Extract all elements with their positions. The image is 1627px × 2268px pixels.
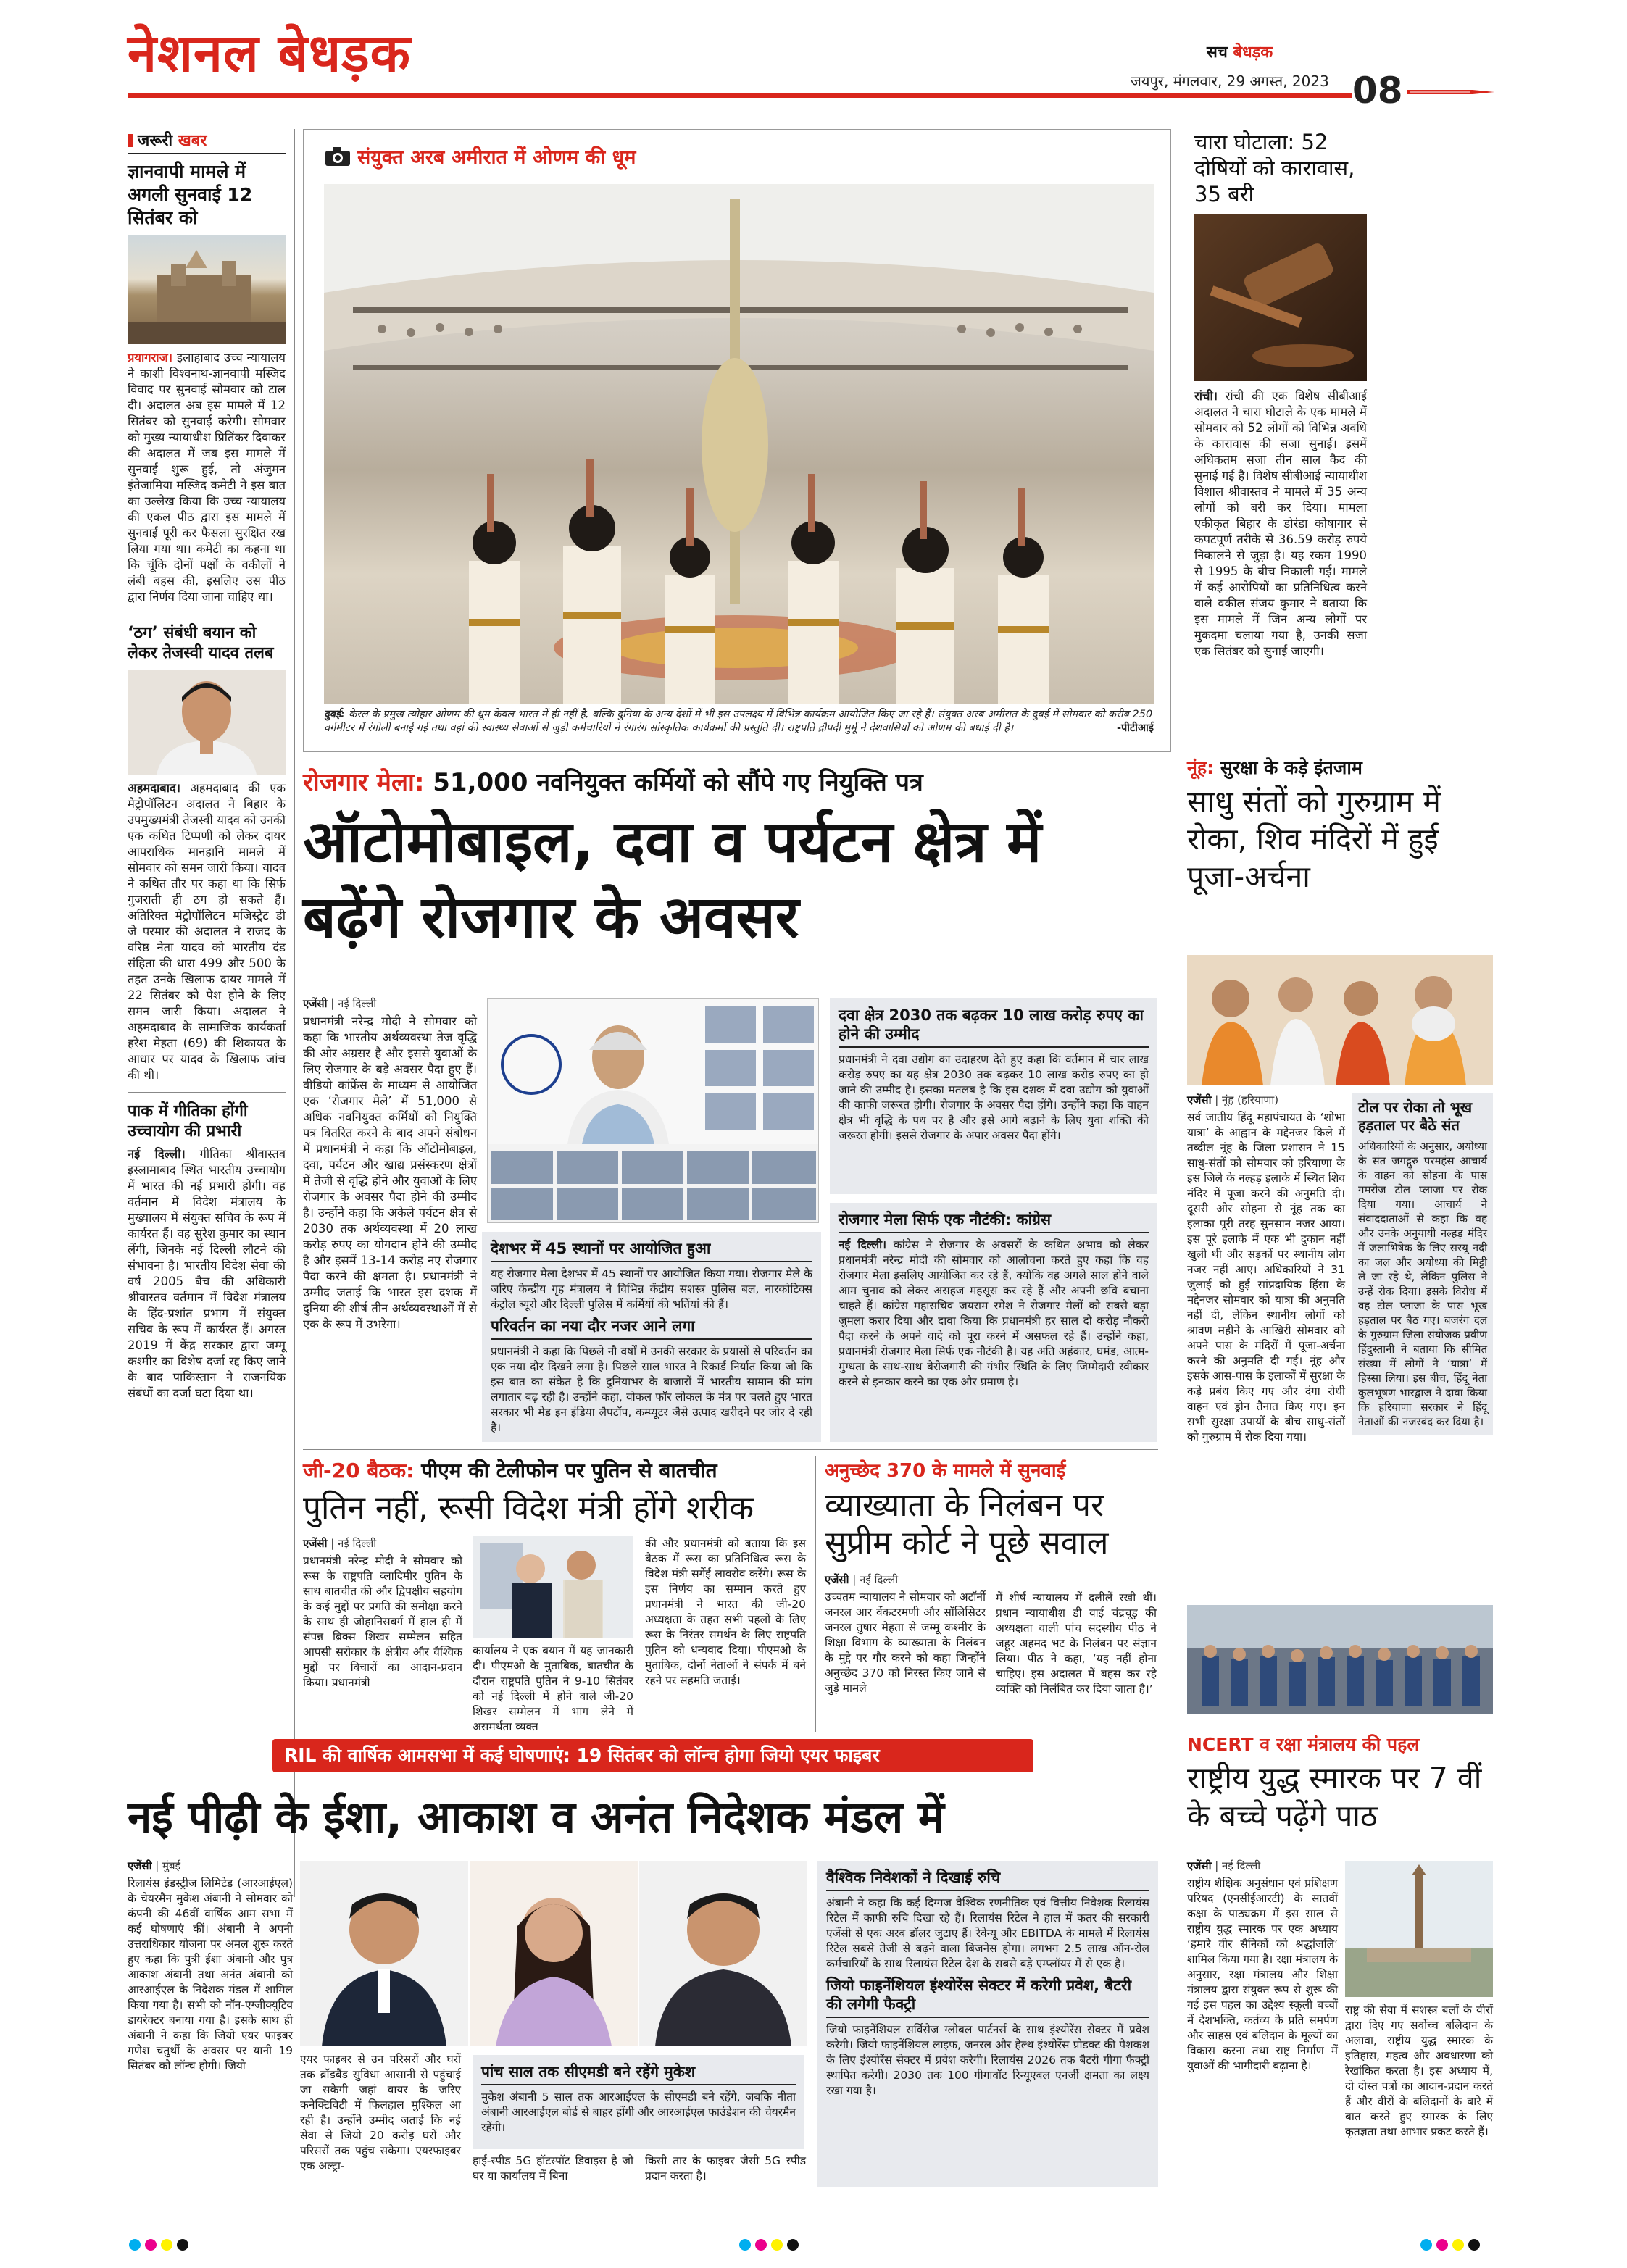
locations-box: [482, 1232, 821, 1442]
pharma-headline: दवा क्षेत्र 2030 तक बढ़कर 10 लाख करोड़ रुपए का होने की उम्मीद: [839, 1006, 1149, 1048]
rozgar-body: प्रधानमंत्री नरेन्द्र मोदी ने सोमवार को कहा कि भारतीय अर्थव्यवस्था तेज वृद्धि की ओर अग्रसर है और इससे युवाओं के लिए रोजगार के बड़े अवसर पैदा हुए हैं। वीडियो कांफ्रेंस के माध्यम से आयोजित एक ‘रोजगार मेले’ में 51,000 से अधिक नवनियुक्त कर्मियों को नियुक्ति पत्र वितरित करने के बाद अपने संबोधन में प्रधानमंत्री ने कहा कि ऑटोमोबाइल, दवा, पर्यटन और खाद्य प्रसंस्करण क्षेत्रों में तेजी से वृद्धि होने और युवाओं के लिए रोजगार के अवसर पैदा होने की उम्मीद है। उन्होंने कहा कि अकेले पर्यटन क्षेत्र से 2030 तक अर्थव्यवस्था में 20 लाख करोड़ रुपए का योगदान होने की उम्मीद है और इसमें 13-14 करोड़ नए रोजगार पैदा करने की क्षमता है। प्रधानमंत्री ने उम्मीद जताई कि भारत इस दशक में दुनिया की शीर्ष तीन अर्थव्यवस्थाओं में से एक के रूप में उभरेगा।: [303, 1014, 477, 1331]
putin-kicker-b: पीएम की टेलीफोन पर पुतिन से बातचीत: [421, 1459, 717, 1483]
change-headline: परिवर्तन का नया दौर नजर आने लगा: [491, 1317, 812, 1340]
registration-dots-left: [129, 2239, 193, 2254]
ril-body4: किसी तार के फाइबर जैसी 5G स्पीड प्रदान करता है।: [645, 2154, 806, 2182]
art370-body1: उच्चतम न्यायालय ने सोमवार को अटॉर्नी जनरल आर वेंकटरमणी और सॉलिसिटर जनरल तुषार मेहता से जम्मू कश्मीर के शिक्षा विभाग के व्याख्याता के निलंबन के मुद्दे पर गौर करने को कहा जिन्होंने अनुच्छेद 370 को निरस्त किए जाने से जुड़े मामले: [825, 1590, 986, 1695]
masthead: [0, 0, 1627, 112]
registration-dots-center: [739, 2239, 803, 2254]
camera-icon: [324, 146, 351, 172]
pharma-box: [830, 998, 1157, 1194]
rozgar-col1: [303, 996, 477, 1333]
onam-credit: -पीटीआई: [1116, 722, 1154, 734]
onam-caption-text: केरल के प्रमुख त्योहार ओणम की धूम केवल भारत में ही नहीं है, बल्कि दुनिया के अन्य देशों में भी इस उपलक्ष्य में विभिन्न कार्यक्रम आयोजित किए जा रहे हैं। संयुक्त अरब अमीरात के दुबई में सोमवार को करीब 250 वर्गमीटर में रंगोली बनाई गई तथा वहां की स्वास्थ्य सेवाओं से जुड़ी कर्मचारियों ने रंगारंग सांस्कृतिक कार्यक्रमों की प्रस्तुति दी। राष्ट्रपति द्रौपदी मुर्मू ने देशवासियों को ओणम की बधाई दी है।: [324, 709, 1153, 734]
putin-headline: पुतिन नहीं, रूसी विदेश मंत्री होंगे शरीक: [303, 1490, 754, 1527]
ril-col4: [645, 2154, 806, 2184]
ril-kicker-bar: [272, 1739, 1033, 1772]
gyanvapi-body: [128, 350, 286, 605]
byline-place: | मुंबई: [151, 1859, 180, 1872]
nuh-kicker-a: नूंह:: [1187, 757, 1220, 778]
ncert-col2: [1345, 2003, 1493, 2140]
congress-box: [830, 1203, 1157, 1442]
onam-caption-place: दुबई:: [324, 709, 349, 720]
ril-kicker: RIL की वार्षिक आमसभा में कई घोषणाएं: 19 सितंबर को लॉन्च होगा जियो एयर फाइबर: [284, 1745, 880, 1766]
onam-photo: [324, 184, 1154, 704]
art370-col2: [996, 1590, 1157, 1697]
art370-story: [825, 1456, 1158, 1562]
byline-place: | नई दिल्ली: [327, 997, 377, 1010]
police-photo: [1187, 1605, 1493, 1714]
masthead-tagline: [1207, 41, 1273, 62]
gyanvapi-photo: [128, 235, 286, 344]
tejashwi-headline: ‘ठग’ संबंधी बयान को लेकर तेजस्वी यादव तलब: [128, 624, 274, 662]
ncert-kicker: NCERT व रक्षा मंत्रालय की पहल: [1187, 1734, 1420, 1755]
nuh-kicker: [1187, 755, 1491, 780]
putin-body2: कार्यालय ने एक बयान में यह जानकारी दी। पीएमओ के मुताबिक, बातचीत के दौरान राष्ट्रपति पुतिन ने 9-10 सितंबर को नई दिल्ली में होने वाले जी-20 शिखर सम्मेलन में भाग लेने में असमर्थता व्यक्त: [473, 1644, 633, 1733]
change-body: प्रधानमंत्री ने कहा कि पिछले नौ वर्षों में उनकी सरकार के प्रयासों से परिवर्तन का एक नया दौर दिखने लगा है। पिछले साल भारत ने रिकार्ड निर्यात किया जो कि इस बात का संकेत है कि दुनियाभर के बाजारों में भारतीय सामान की मांग लगातार बढ़ रही है। उन्होंने कहा, वोकल फॉर लोकल के मंत्र पर चलते हुए भारत सरकार भी मेड इन इंडिया लैपटॉप, कम्प्यूटर जैसे उत्पाद खरीदने पर जोर दे रही है।: [491, 1345, 812, 1434]
tejashwi-photo: [128, 670, 286, 775]
column-rule: [815, 1456, 816, 1732]
ncert-col1: [1187, 1859, 1338, 2074]
rozgar-kicker-a: रोजगार मेला:: [303, 768, 433, 797]
putin-body1: प्रधानमंत्री नरेन्द्र मोदी ने सोमवार को रूस के राष्ट्रपति व्लादिमीर पुतिन के साथ बातचीत की और द्विपक्षीय सहयोग के कई मुद्दों पर प्रगति की समीक्षा करने के साथ ही जोहानिसबर्ग में हाल ही में संपन्न ब्रिक्स शिखर सम्मेलन सहित आपसी सरोकार के क्षेत्रीय और वैश्विक मुद्दों पर विचारों का आदान-प्रदान किया। प्रधानमंत्री: [303, 1554, 462, 1689]
putin-col2: [473, 1643, 633, 1735]
ambani-photos: [300, 1861, 807, 2046]
ril-col2: [300, 2052, 461, 2174]
left-kicker: [128, 129, 286, 154]
fodder-text: रांची की एक विशेष सीबीआई अदालत ने चारा घोटाले के एक मामले में सोमवार को 52 लोगों को विभिन्न अवधि के कारावास की सजा सुनाई। इसमें अधिकतम सजा तीन साल कैद की सुनाई गई है। विशेष सीबीआई न्यायाधीश विशाल श्रीवास्तव ने मामले में 35 अन्य लोगों को बरी कर दिया। मामला एकीकृत बिहार के डोरंडा कोषागार से कपटपूर्ण तरीके से 36.59 करोड़ रुपये निकालने से जुड़ा है। यह रकम 1990 से 1995 के बीच निकाली गई। मामले में कई आरोपियों का प्रतिनिधित्व करने वाले वकील संजय कुमार ने बताया कि इस मामले में जिन अन्य लोगों पर मुकदमा चलाया गया है, उनकी सजा एक सितंबर को सुनाई जाएगी।: [1194, 389, 1367, 658]
ril-body3: हाई-स्पीड 5G हॉटस्पॉट डिवाइस है जो घर या कार्यालय में बिना: [473, 2154, 633, 2182]
byline-agency: एजेंसी: [1187, 1859, 1212, 1872]
cmd-box: [473, 2055, 804, 2149]
gitika-headline: पाक में गीतिका होंगी उच्चायोग की प्रभारी: [128, 1102, 248, 1141]
fodder-story: [1194, 129, 1367, 659]
tagline-a: सच: [1207, 43, 1233, 62]
ncert-story: [1187, 1732, 1493, 1835]
cmd-body: मुकेश अंबानी 5 साल तक आरआईएल के सीएमडी बने रहेंगे, जबकि नीता अंबानी आरआईएल बोर्ड से बाहर होंगी और आरआईएल फाउंडेशन की चेयरमैन रहेंगी।: [481, 2090, 796, 2134]
tagline-b: बेधड़क: [1233, 43, 1273, 62]
toll-body: अधिकारियों के अनुसार, अयोध्या के संत जगद्गुरु परमहंस आचार्य के वाहन को सोहना के पास गमरोज टोल प्लाजा पर रोक दिया गया। आचार्य ने संवाददाताओं से कहा कि वह और उनके अनुयायी नल्हड़ मंदिर में जलाभिषेक के लिए सरयू नदी का जल और अयोध्या की मिट्टी ले जा रहे थे, लेकिन पुलिस ने उन्हें रोक दिया। इसके विरोध में वह टोल प्लाजा के पास भूख हड़ताल पर बैठ गए। बजरंग दल के गुरुग्राम जिला संयोजक प्रवीण हिंदुस्तानी ने बताया कि सीमित संख्या में लोगों ने ‘यात्रा’ में हिस्सा लिया। इस बीच, हिंदू नेता कुलभूषण भारद्वाज ने दावा किया कि हरियाणा सरकार ने हिंदू नेताओं की नजरबंद कर दिया है।: [1358, 1140, 1487, 1428]
putin-body3: की और प्रधानमंत्री को बताया कि इस बैठक में रूस का प्रतिनिधित्व रूस के विदेश मंत्री सर्गेई लावरोव करेंगे। रूस के इस निर्णय का सम्मान करते हुए प्रधानमंत्री ने भारत की जी-20 अध्यक्षता के तहत सभी पहलों के लिए रूस के निरंतर समर्थन के लिए राष्ट्रपति पुतिन को धन्यवाद दिया। पीएमओ के मुताबिक, दोनों नेताओं ने संपर्क में बने रहने पर सहमति जताई।: [645, 1537, 806, 1687]
war-memorial-photo: [1345, 1861, 1493, 1997]
byline-agency: एजेंसी: [303, 1537, 328, 1550]
art370-headline: व्याख्याता के निलंबन पर सुप्रीम कोर्ट ने पूछे सवाल: [825, 1487, 1109, 1562]
nuh-body: सर्व जातीय हिंदू महापंचायत के ‘शोभा यात्रा’ के आह्वान के मद्देनजर किले में तब्दील नूंह के जिला प्रशासन ने 15 साधु-संतों को सोमवार को हरियाणा के इस जिले के नल्हड़ इलाके में स्थित शिव मंदिर में पूजा करने की अनुमति दी। दूसरी ओर सोहना से नूंह तक का इलाका पूरी तरह सुनसान नजर आया। इस पूरे इलाके में एक भी दुकान नहीं खुली थी और सड़कों पर स्थानीय लोग नजर नहीं आए। अधिकारियों ने 31 जुलाई को हुई सांप्रदायिक हिंसा के मद्देनजर सोमवार को यात्रा की अनुमति नहीं दी, लेकिन स्थानीय लोगों को श्रावण महीने के आखिरी सोमवार को अपने पास के मंदिरों में पूजा-अर्चना करने की अनुमति दी गई। नूंह और इसके आस-पास के इलाकों में सुरक्षा के कड़े प्रबंध किए गए और दंगा रोधी वाहन एवं ड्रोन तैनात किए गए। इन सभी सुरक्षा उपायों के बीच साधु-संतों को गुरुग्राम में रोक दिया गया।: [1187, 1111, 1345, 1443]
putin-byline: [303, 1536, 462, 1551]
divider: [128, 1092, 286, 1093]
byline-agency: एजेंसी: [1187, 1093, 1212, 1106]
gyanvapi-text: इलाहाबाद उच्च न्यायालय ने काशी विश्वनाथ-ज्ञानवापी मस्जिद विवाद पर सुनवाई सोमवार को टाल दी। अदालत अब इस मामले में 12 सितंबर को सुनवाई करेगी। सोमवार को मुख्य न्यायाधीश प्रितिंकर दिवाकर की अदालत में जब इस मामले में सुनवाई शुरू हुई, तो अंजुमन इंतेजामिया मस्जिद कमेटी ने इस बात का उल्लेख किया कि उच्च न्यायालय की एकल पीठ द्वारा इस मामले में सुनवाई पूरी कर फैसला सुरक्षित रख लिया गया था। कमेटी का कहना था कि चूंकि दोनों पक्षों के वकीलों ने लंबी बहस की, इसलिए उस पीठ द्वारा निर्णय दिया जाना चाहिए था।: [128, 351, 286, 604]
ncert-body2: राष्ट्र की सेवा में सशस्त्र बलों के वीरों द्वारा दिए गए सर्वोच्च बलिदान के अलावा, राष्ट्रीय युद्ध स्मारक के इतिहास, महत्व और अवधारणा को रेखांकित करता है। इस अध्याय में, दो दोस्त पत्रों का आदान-प्रदान करते हैं और वीरों के बलिदानों के बारे में बात करते हुए स्मारक के लिए कृतज्ञता तथा आभार प्रकट करते हैं।: [1345, 2004, 1493, 2138]
nuh-story: [1187, 755, 1491, 896]
kicker-bar: [128, 134, 133, 147]
fodder-body: [1194, 388, 1367, 659]
fodder-headline: चारा घोटाला: 52 दोषियों को कारावास, 35 बरी: [1194, 130, 1355, 207]
cmd-headline: पांच साल तक सीएमडी बने रहेंगे मुकेश: [481, 2062, 796, 2085]
congress-body: [839, 1238, 1149, 1390]
locations-body: यह रोजगार मेला देशभर में 45 स्थानों पर आयोजित किया गया। रोजगार मेले के जरिए केन्द्रीय गृह मंत्रालय ने विभिन्न केंद्रीय सशस्त्र पुलिस बल, नारकोटिक्स कंट्रोल ब्यूरो और दिल्ली पुलिस में कर्मियों की भर्तियां की हैं।: [491, 1267, 812, 1311]
toll-box: [1352, 1093, 1493, 1435]
putin-kicker: [303, 1456, 810, 1484]
nuh-byline: [1187, 1093, 1345, 1107]
nuh-col1: [1187, 1093, 1345, 1445]
byline-place: | नई दिल्ली: [1211, 1859, 1261, 1872]
art370-byline: [825, 1572, 986, 1587]
art370-body2: में शीर्ष न्यायालय में दलीलें रखी थीं। प्रधान न्यायाधीश डी वाई चंद्रचूड़ की अध्यक्षता वाली पांच सदस्यीय पीठ ने जहूर अहमद भट के निलंबन पर संज्ञान लिया। पीठ ने कहा, ‘यह नहीं होना चाहिए। इस अदालत में बहस कर रहे व्यक्ति को निलंबित कर दिया जाता है।’: [996, 1591, 1157, 1696]
rozgar-byline: [303, 996, 477, 1011]
putin-story: [303, 1456, 810, 1529]
art370-kicker: अनुच्छेद 370 के मामले में सुनवाई: [825, 1460, 1066, 1482]
investors-headline: वैश्विक निवेशकों ने दिखाई रुचि: [826, 1868, 1149, 1891]
registration-dots-right: [1420, 2239, 1484, 2254]
byline-agency: एजेंसी: [825, 1573, 849, 1586]
gyanvapi-headline: ज्ञानवापी मामले में अगली सुनवाई 12 सितंबर को: [128, 161, 253, 228]
page-number: 08: [1352, 70, 1403, 112]
onam-box: [303, 129, 1171, 752]
masthead-title: नेशनल बेधड़क: [128, 22, 411, 83]
gavel-photo: [1194, 214, 1367, 381]
masthead-rule: [128, 93, 1352, 98]
ril-col3: [473, 2154, 633, 2184]
congress-text: कांग्रेस ने रोजगार के अवसरों के कथित अभाव को लेकर प्रधानमंत्री नरेन्द्र मोदी की सोमवार को आलोचना करते हुए कहा कि वह रोजगार मेला इसलिए आयोजित कर रहे हैं, क्योंकि वह अगले साल होने वाले आम चुनाव को लेकर असहज महसूस कर रहे हैं और अपनी छवि बचाना चाहते हैं। कांग्रेस महासचिव जयराम रमेश ने रोजगार मेलों को सबसे बड़ा जुमला करार दिया और दावा किया कि प्रधानमंत्री हर साल दो करोड़ नौकरी पैदा करने के अपने वादे को पूरा करने में असफल रहे हैं। उन्होंने कहा, प्रधानमंत्री रोजगार मेला सिर्फ एक नौटंकी है। यह अति अहंकार, घमंड, आत्म-मुग्धता के साथ-साथ बेरोजगारी की गंभीर स्थिति के लिए जिम्मेदारी स्वीकार करने से इनकार करने का एक और प्रमाण है।: [839, 1238, 1149, 1388]
gyanvapi-place: प्रयागराज।: [128, 351, 173, 364]
ril-col1: [128, 1859, 293, 2074]
column-rule: [294, 129, 295, 1897]
gitika-place: नई दिल्ली।: [128, 1147, 186, 1161]
nuh-headline: साधु संतों को गुरुग्राम में रोका, शिव मंदिरों में हुई पूजा-अर्चना: [1187, 784, 1441, 894]
kicker-a: जरूरी: [138, 132, 178, 150]
modi-photo: [487, 998, 819, 1223]
putin-col1: [303, 1536, 462, 1690]
byline-place: | नई दिल्ली: [849, 1573, 899, 1586]
tejashwi-place: अहमदाबाद।: [128, 781, 180, 795]
congress-headline: रोजगार मेला सिर्फ एक नौटंकी: कांग्रेस: [839, 1210, 1149, 1233]
rozgar-kicker-b: 51,000 नवनियुक्त कर्मियों को सौंपे गए नियुक्ति पत्र: [433, 768, 923, 797]
insurance-body: जियो फाइनेंशियल सर्विसेज ग्लोबल पार्टनर्स के साथ इंश्योरेंस सेक्टर में प्रवेश करेगी। जियो फाइनेंशियल लाइफ, जनरल और हेल्थ इंश्योरेंस प्रोडक्ट की पेशकश के लिए इंश्योरेंस सेक्टर में प्रवेश करेगी। रिलायंस 2026 तक बैटरी गीगा फैक्ट्री स्थापित करेगी। 2030 तक 100 गीगावॉट रिन्यूएबल एनर्जी क्षमता का लक्ष्य रखा गया है।: [826, 2023, 1149, 2097]
tejashwi-text: अहमदाबाद की एक मेट्रोपॉलिटन अदालत ने बिहार के उपमुख्यमंत्री तेजस्वी यादव को उनकी एक कथित टिप्पणी को लेकर दायर आपराधिक मानहानि मामले में सोमवार को समन जारी किया। यादव ने कथित तौर पर कहा था कि सिर्फ गुजराती ही ठग हो सकते हैं। अतिरिक्त मेट्रोपॉलिटन मजिस्ट्रेट डी जे परमार की अदालत ने राजद के वरिष्ठ नेता यादव को भारतीय दंड संहिता की धारा 499 और 500 के तहत उनके खिलाफ दायर मामले में 22 सितंबर को पेश होने के लिए समन जारी किया। अदालत ने अहमदाबाद के सामाजिक कार्यकर्ता हरेश मेहता (69) की शिकायत के आधार पर यादव के खिलाफ जांच की थी।: [128, 781, 286, 1082]
rozgar-kicker: [303, 764, 1158, 798]
byline-agency: एजेंसी: [303, 997, 328, 1010]
pharma-body: प्रधानमंत्री ने दवा उद्योग का उदाहरण देते हुए कहा कि वर्तमान में चार लाख करोड़ रुपए का यह क्षेत्र 2030 तक बढ़कर 10 लाख करोड़ रुपए का हो जाने की उम्मीद है। इसका मतलब है कि इस दशक में दवा उद्योग को युवाओं की काफी जरूरत होगी। रोजगार के अवसर पैदा होंगे। उन्होंने कहा कि वाहन क्षेत्र भी वृद्धि के पथ पर है और इसे आगे बढ़ाने के लिए युवा शक्ति की जरूरत होगी। इससे रोजगार के अपार अवसर पैदा होंगे।: [839, 1053, 1149, 1142]
sadhu-photo: [1187, 955, 1493, 1085]
congress-place: नई दिल्ली।: [839, 1238, 887, 1251]
section-rule: [303, 1449, 1158, 1450]
left-column: [128, 129, 286, 1401]
ncert-body: राष्ट्रीय शैक्षिक अनुसंधान एवं प्रशिक्षण परिषद (एनसीईआरटी) के सातवीं कक्षा के पाठ्यक्रम में इस साल से राष्ट्रीय युद्ध स्मारक पर एक अध्याय ‘हमारे वीर सैनिकों को श्रद्धांजलि’ शामिल किया गया है। रक्षा मंत्रालय के अनुसार, रक्षा मंत्रालय और शिक्षा मंत्रालय द्वारा संयुक्त रूप से शुरू की गई इस पहल का उद्देश्य स्कूली बच्चों में देशभक्ति, कर्तव्य के प्रति समर्पण और साहस एवं बलिदान के मूल्यों का विकास करना तथा राष्ट्र निर्माण में युवाओं की भागीदारी बढ़ाना है।: [1187, 1877, 1338, 2072]
pen-nib-icon: [1407, 84, 1494, 100]
investors-body: अंबानी ने कहा कि कई दिग्गज वैश्विक रणनीतिक एवं वित्तीय निवेशक रिलायंस रिटेल में काफी रुचि दिखा रहे हैं। रिलायंस रिटेल ने हाल में कतर की सरकारी एजेंसी से एक अरब डॉलर जुटाए हैं। रेवेन्यू और EBITDA के मामले में रिलायंस रिटेल सबसे तेजी से बढ़ने वाला बिजनेस होगा। लगभग 2.5 लाख ऑन-रोल कर्मचारियों के साथ रिलायंस रिटेल देश के सबसे बड़े एम्प्लॉयर में से एक है।: [826, 1896, 1149, 1970]
art370-col1: [825, 1572, 986, 1696]
ril-body1: रिलायंस इंडस्ट्रीज लिमिटेड (आरआईएल) के चेयरमैन मुकेश अंबानी ने सोमवार को कंपनी की 46वीं वार्षिक आम सभा में कई घोषणाएं कीं। अंबानी ने अपनी उत्तराधिकार योजना पर अमल शुरू करते हुए कहा कि पुत्री ईशा अंबानी और पुत्र आकाश अंबानी तथा अनंत अंबानी को आरआईएल के निदेशक मंडल में शामिल किया गया है। सभी को नॉन-एग्जीक्यूटिव डायरेक्टर बनाया गया है। इसके साथ ही अंबानी ने कहा कि जियो एयर फाइबर गणेश चतुर्थी के अवसर पर यानी 19 सितंबर को लॉन्च होगी। जियो: [128, 1877, 293, 2072]
ncert-headline: राष्ट्रीय युद्ध स्मारक पर 7 वीं के बच्चे पढ़ेंगे पाठ: [1187, 1761, 1482, 1833]
byline-place: | नूंह (हरियाणा): [1211, 1093, 1279, 1106]
masthead-date: जयपुर, मंगलवार, 29 अगस्त, 2023: [1131, 72, 1329, 90]
nuh-kicker-b: सुरक्षा के कड़े इंतजाम: [1220, 757, 1362, 778]
ril-headline: नई पीढ़ी के ईशा, आकाश व अनंत निदेशक मंडल में: [128, 1792, 944, 1843]
putin-kicker-a: जी-20 बैठक:: [303, 1459, 422, 1483]
locations-headline: देशभर में 45 स्थानों पर आयोजित हुआ: [491, 1239, 812, 1262]
investors-box: [817, 1861, 1158, 2187]
onam-label: [324, 143, 636, 172]
kicker-b: खबर: [178, 132, 207, 150]
ril-body2: एयर फाइबर से उन परिसरों और घरों तक ब्रॉडबैंड सुविधा आसानी से पहुंचाई जा सकेगी जहां वायर के जरिए कनेक्टिविटी में फिलहाल मुश्किल आ रही है। उन्होंने उम्मीद जताई कि नई सेवा से जियो 20 करोड़ घरों और परिसरों तक पहुंच सकेगा। एयरफाइबर एक अल्ट्रा-: [300, 2053, 461, 2172]
insurance-headline: जियो फाइनेंशियल इंश्योरेंस सेक्टर में करेगी प्रवेश, बैटरी की लगेगी फैक्ट्री: [826, 1976, 1149, 2018]
putin-photo: [473, 1536, 633, 1638]
ncert-byline: [1187, 1859, 1338, 1873]
onam-caption: [324, 708, 1154, 735]
putin-col3: [645, 1536, 806, 1688]
toll-headline: टोल पर रोका तो भूख हड़ताल पर बैठे संत: [1358, 1098, 1473, 1134]
tejashwi-body: [128, 780, 286, 1083]
ril-byline: [128, 1859, 293, 1873]
fodder-place: रांची।: [1194, 389, 1218, 403]
gitika-body: [128, 1146, 286, 1401]
rozgar-headline: ऑटोमोबाइल, दवा व पर्यटन क्षेत्र में बढ़ेंगे रोजगार के अवसर: [303, 808, 1042, 951]
onam-label-text: संयुक्त अरब अमीरात में ओणम की धूम: [357, 146, 636, 169]
gitika-text: गीतिका श्रीवास्तव इस्लामाबाद स्थित भारतीय उच्चायोग में भारत की नई प्रभारी होंगी। वह वर्तमान में विदेश मंत्रालय के मुख्यालय में संयुक्त सचिव के रूप में कार्यरत हैं। वह सुरेश कुमार का स्थान लेंगी, जिनके नई दिल्ली लौटने की संभावना है। भारतीय विदेश सेवा की वर्ष 2005 बैच की अधिकारी श्रीवास्तव वर्तमान में विदेश मंत्रालय के हिंद-प्रशांत प्रभाग में संयुक्त सचिव के रूप में कार्यरत हैं। अगस्त 2019 में केंद्र सरकार द्वारा जम्मू कश्मीर का विशेष दर्जा रद्द किए जाने के बाद पाकिस्तान ने राजनयिक संबंधों का दर्जा घटा दिया था।: [128, 1147, 286, 1400]
byline-place: | नई दिल्ली: [327, 1537, 377, 1550]
byline-agency: एजेंसी: [128, 1859, 152, 1872]
